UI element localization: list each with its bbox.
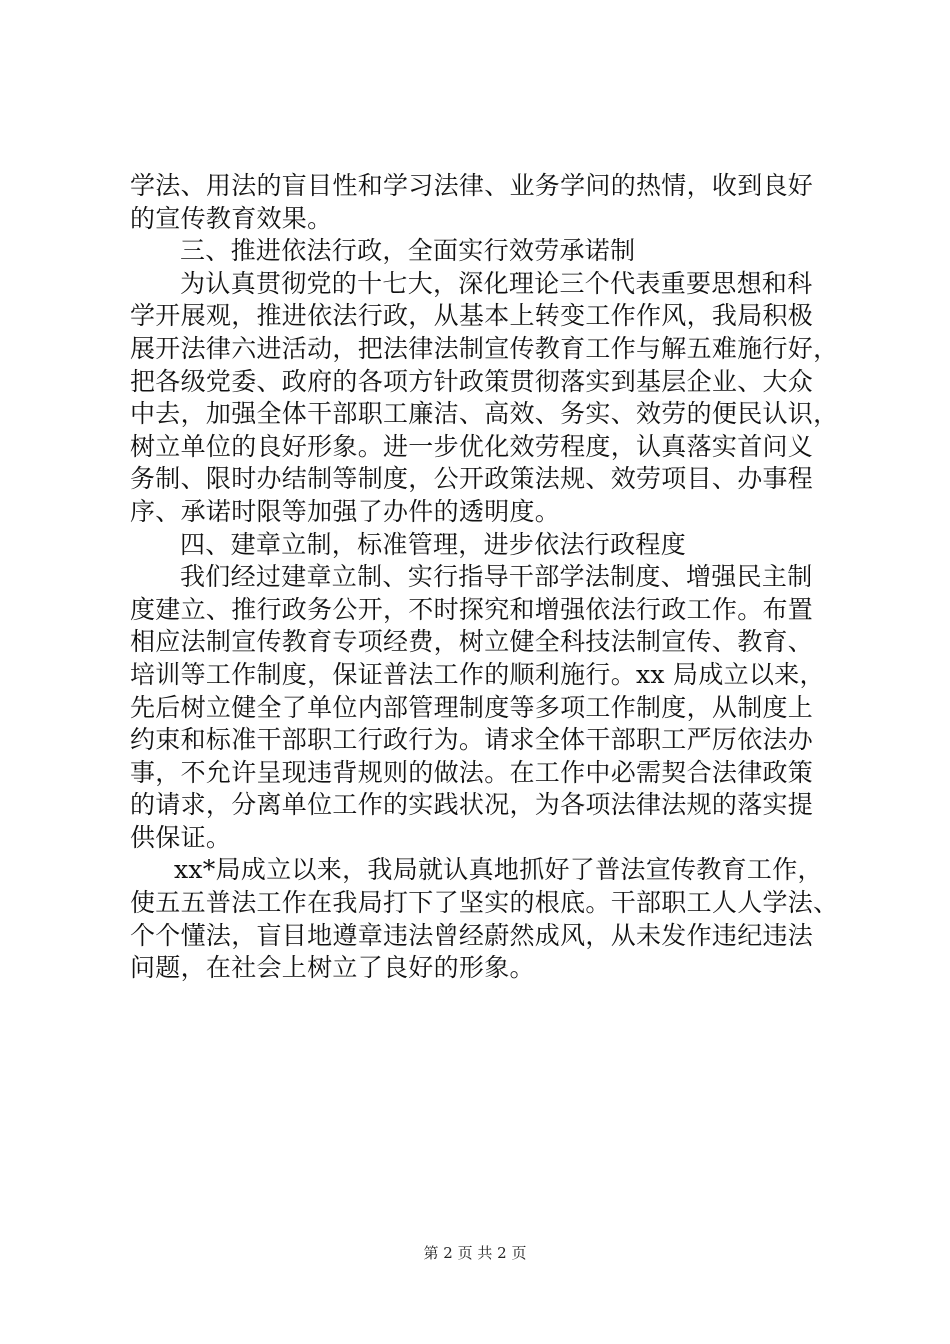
paragraph-line: 学开展观，推进依法行政，从基本上转变工作作风，我局积极 [130,301,814,331]
paragraph-line: 供保证。 [130,822,232,852]
paragraph-line: 事，不允许呈现违背规则的做法。在工作中必需契合法律政策 [130,757,814,787]
section-heading-3: 三、推进依法行政，全面实行效劳承诺制 [180,236,636,266]
paragraph-line: 个个懂法，盲目地遵章违法曾经蔚然成风，从未发作违纪违法 [130,920,814,950]
paragraph-line: xx*局成立以来，我局就认真地抓好了普法宣传教育工作， [174,855,823,885]
paragraph-line: 树立单位的良好形象。进一步优化效劳程度，认真落实首问义 [130,431,814,461]
paragraph-line: 相应法制宣传教育专项经费，树立健全科技法制宣传、教育、 [130,627,814,657]
paragraph-line: 问题，在社会上树立了良好的形象。 [130,953,535,983]
paragraph-line: 的请求，分离单位工作的实践状况，为各项法律法规的落实提 [130,790,814,820]
paragraph-line: 展开法律六进活动，把法律法制宣传教育工作与解五难施行好， [130,333,839,363]
paragraph-line: 约束和标准干部职工行政行为。请求全体干部职工严厉依法办 [130,725,814,755]
paragraph-line: 先后树立健全了单位内部管理制度等多项工作制度，从制度上 [130,692,814,722]
paragraph-line: 的宣传教育效果。 [130,203,333,233]
paragraph-line: 务制、限时办结制等制度，公开政策法规、效劳项目、办事程 [130,464,814,494]
paragraph-line: 度建立、推行政务公开，不时探究和增强依法行政工作。布置 [130,594,814,624]
paragraph-line: 使五五普法工作在我局打下了坚实的根底。干部职工人人学法、 [130,888,839,918]
paragraph-line: 把各级党委、政府的各项方针政策贯彻落实到基层企业、大众 [130,366,814,396]
document-body [130,170,839,985]
page-number-footer: 第 2 页 共 2 页 [423,1244,527,1262]
paragraph-line: 学法、用法的盲目性和学习法律、业务学问的热情，收到良好 [130,171,814,200]
paragraph-line: 培训等工作制度，保证普法工作的顺利施行。xx 局成立以来， [130,659,825,689]
section-heading-4: 四、建章立制，标准管理，进步依法行政程度 [180,529,687,559]
paragraph-line: 中去，加强全体干部职工廉洁、高效、务实、效劳的便民认识， [130,399,839,429]
paragraph-line: 序、承诺时限等加强了办件的透明度。 [130,496,561,526]
paragraph-line: 为认真贯彻党的十七大，深化理论三个代表重要思想和科 [180,268,813,298]
paragraph-line: 我们经过建章立制、实行指导干部学法制度、增强民主制 [180,562,813,592]
